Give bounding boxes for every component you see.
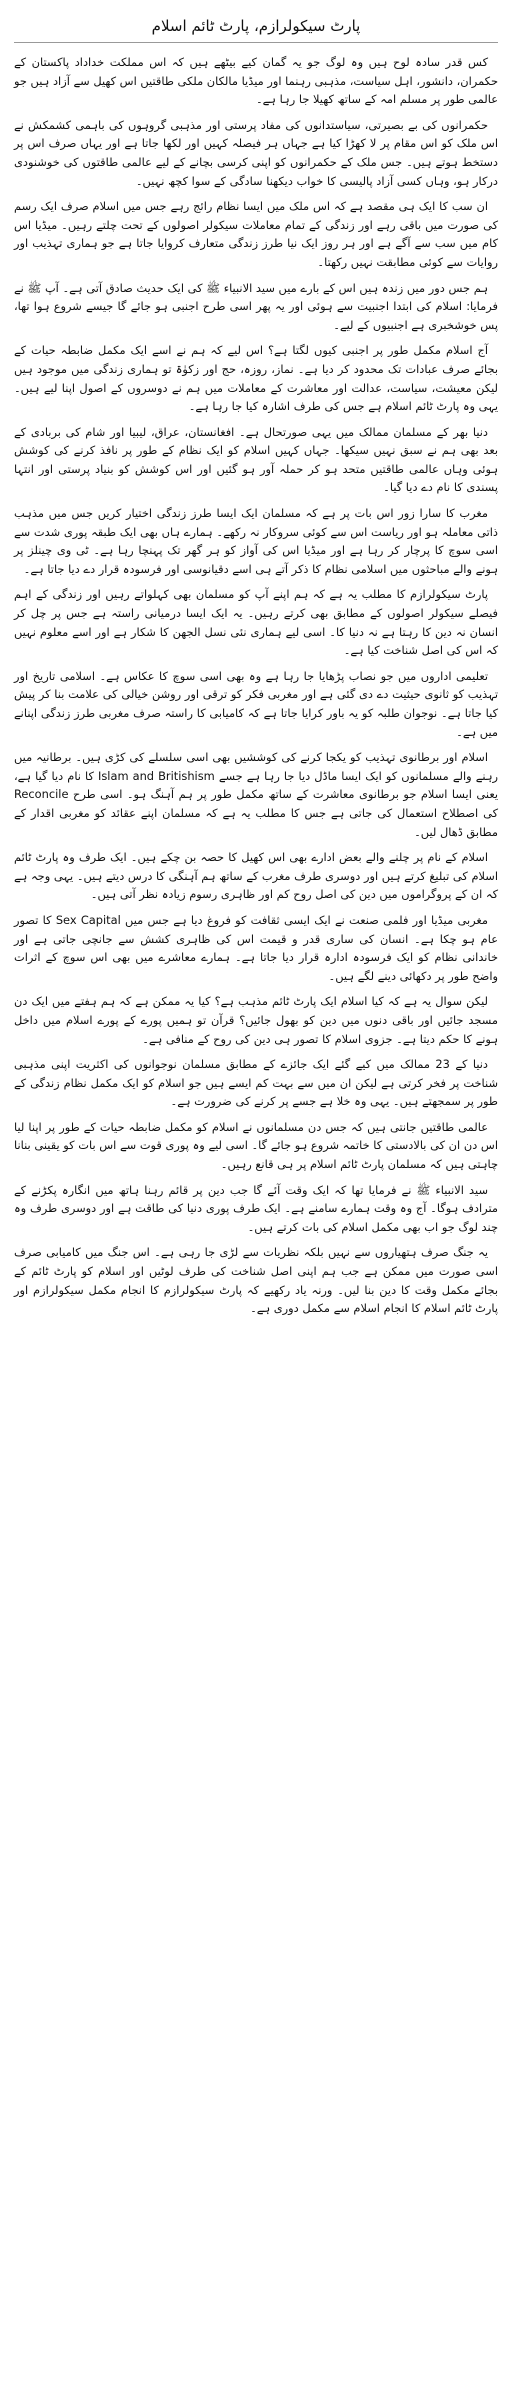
article-title: پارٹ سیکولرازم، پارٹ ٹائم اسلام	[14, 16, 498, 43]
article-paragraph: مغرب کا سارا زور اس بات پر ہے کہ مسلمان ایک ایسا طرز زندگی اختیار کریں جس میں مذہب ذاتی معاملہ ہو اور ریاست اس سے کوئی سروکار نہ رکھے۔ ہمارے ہاں بھی ایک طبقہ پوری شدت سے اسی سوچ کا پرچار کر رہا ہے اور میڈیا اس کی آواز کو ہر گھر تک پہنچا رہا ہے۔ ٹی وی چینلز پر ہونے والے مباحثوں میں اسلامی نظام کا ذکر آتے ہی اسے دقیانوسی اور فرسودہ قرار دے دیا جاتا ہے۔	[14, 506, 498, 576]
article-paragraph: ان سب کا ایک ہی مقصد ہے کہ اس ملک میں ایسا نظام رائج رہے جس میں اسلام صرف ایک رسم کی صورت میں باقی رہے اور زندگی کے تمام معاملات سیکولر اصولوں کے تحت چلتے رہیں۔ میڈیا اس کام میں سب سے آگے ہے اور ہر روز ایک نیا طرز زندگی متعارف کروایا جاتا ہے جو ہماری تہذیب اور روایات سے کوئی مطابقت نہیں رکھتا۔	[14, 199, 498, 269]
article-paragraph: آج اسلام مکمل طور پر اجنبی کیوں لگتا ہے؟ اس لیے کہ ہم نے اسے ایک مکمل ضابطہ حیات کے بجائے صرف عبادات تک محدود کر دیا ہے۔ نماز، روزہ، حج اور زکوٰۃ تو ہماری زندگی میں موجود ہیں لیکن معیشت، سیاست، عدالت اور معاشرت کے معاملات میں ہم نے دوسروں کے اصول اپنا لیے ہیں۔ یہی وہ پارٹ ٹائم اسلام ہے جس کی طرف اشارہ کیا جا رہا ہے۔	[14, 343, 498, 414]
article-paragraph: سید الانبیاء ﷺ نے فرمایا تھا کہ ایک وقت آئے گا جب دین پر قائم رہنا ہاتھ میں انگارہ پکڑنے کے مترادف ہوگا۔ آج وہ وقت ہمارے سامنے ہے۔ ایک طرف پوری دنیا کی طاقت ہے اور دوسری طرف وہ چند لوگ جو اب بھی مکمل اسلام کی بات کرتے ہیں۔	[14, 1182, 498, 1234]
article-paragraph: اسلام اور برطانوی تہذیب کو یکجا کرنے کی کوششیں بھی اسی سلسلے کی کڑی ہیں۔ برطانیہ میں رہنے والے مسلمانوں کو ایک ایسا ماڈل دیا جا رہا ہے جسے Islam and Britishism کا نام دیا گیا ہے، یعنی ایسا اسلام جو برطانوی معاشرت کے ساتھ مکمل طور پر ہم آہنگ ہو۔ اسی طرح Reconcile کی اصطلاح استعمال کی جاتی ہے جس کا مطلب یہ ہے کہ مسلمان اپنے عقائد کو مغربی اقدار کے مطابق ڈھال لیں۔	[14, 750, 498, 839]
article-paragraph: پارٹ سیکولرازم کا مطلب یہ ہے کہ ہم اپنے آپ کو مسلمان بھی کہلواتے رہیں اور زندگی کے اہم فیصلے سیکولر اصولوں کے مطابق بھی کرتے رہیں۔ یہ ایک ایسا درمیانی راستہ ہے جس پر چل کر انسان نہ دین کا رہتا ہے نہ دنیا کا۔ اسی لیے ہماری نئی نسل الجھن کا شکار ہے اور اسے معلوم نہیں کہ اس کی اصل شناخت کیا ہے۔	[14, 587, 498, 658]
article-paragraph: اسلام کے نام پر چلنے والے بعض ادارے بھی اس کھیل کا حصہ بن چکے ہیں۔ ایک طرف وہ پارٹ ٹائم اسلام کی تبلیغ کرتے ہیں اور دوسری طرف مغرب کے ساتھ ہم آہنگی کا درس دیتے ہیں۔ یہی وجہ ہے کہ ان کے پروگراموں میں دین کی اصل روح کم اور ظاہری رسوم زیادہ نظر آتی ہیں۔	[14, 850, 498, 902]
article-paragraph: عالمی طاقتیں جانتی ہیں کہ جس دن مسلمانوں نے اسلام کو مکمل ضابطہ حیات کے طور پر اپنا لیا اس دن ان کی بالادستی کا خاتمہ شروع ہو جائے گا۔ اسی لیے وہ پوری قوت سے اس بات کو یقینی بنانا چاہتی ہیں کہ مسلمان پارٹ ٹائم اسلام پر ہی قانع رہیں۔	[14, 1119, 498, 1172]
article-body	[14, 53, 498, 1318]
article-paragraph: دنیا بھر کے مسلمان ممالک میں یہی صورتحال ہے۔ افغانستان، عراق، لیبیا اور شام کی بربادی کے بعد بھی ہم نے سبق نہیں سیکھا۔ جہاں کہیں اسلام کو ایک نظام کے طور پر نافذ کرنے کی کوشش ہوئی وہاں عالمی طاقتیں متحد ہو کر حملہ آور ہو گئیں اور اس کوشش کو بنیاد پرستی اور انتہا پسندی کا نام دے دیا گیا۔	[14, 424, 498, 495]
article-paragraph: تعلیمی اداروں میں جو نصاب پڑھایا جا رہا ہے وہ بھی اسی سوچ کا عکاس ہے۔ اسلامی تاریخ اور تہذیب کو ثانوی حیثیت دے دی گئی ہے اور مغربی فکر کو ترقی اور روشن خیالی کی علامت بنا کر پیش کیا جاتا ہے۔ نوجوان طلبہ کو یہ باور کرایا جاتا ہے کہ کامیابی کا راستہ صرف مغربی طرز زندگی اپنانے میں ہے۔	[14, 668, 498, 739]
article-paragraph: کس قدر سادہ لوح ہیں وہ لوگ جو یہ گمان کیے بیٹھے ہیں کہ اس مملکت خداداد پاکستان کے حکمران، دانشور، اہل سیاست، مذہبی رہنما اور میڈیا مالکان ملکی طاقتیں اس کھیل سے آزاد ہیں جو عالمی طور پر مسلم امہ کے ساتھ کھیلا جا رہا ہے۔	[14, 55, 498, 107]
article-paragraph: دنیا کے 23 ممالک میں کیے گئے ایک جائزے کے مطابق مسلمان نوجوانوں کی اکثریت اپنی مذہبی شناخت پر فخر کرتی ہے لیکن ان میں سے بہت کم ایسے ہیں جو اسلام کو ایک مکمل نظام زندگی کے طور پر سمجھتے ہیں۔ یہی وہ خلا ہے جسے پر کرنے کی ضرورت ہے۔	[14, 1057, 498, 1109]
article-paragraph: مغربی میڈیا اور فلمی صنعت نے ایک ایسی ثقافت کو فروغ دیا ہے جس میں Sex Capital کا تصور عام ہو چکا ہے۔ انسان کی ساری قدر و قیمت اس کی ظاہری کشش سے جانچی جاتی ہے اور خاندانی نظام کو ایک فرسودہ ادارہ قرار دیا جاتا ہے۔ ہمارے معاشرے میں بھی اس سوچ کے اثرات واضح طور پر دکھائی دینے لگے ہیں۔	[14, 912, 498, 983]
article-paragraph: حکمرانوں کی بے بصیرتی، سیاستدانوں کی مفاد پرستی اور مذہبی گروہوں کی باہمی کشمکش نے اس ملک کو اس مقام پر لا کھڑا کیا ہے جہاں ہر فیصلہ کہیں اور لکھا جاتا ہے اور یہاں صرف اس پر دستخط ہوتے ہیں۔ جس ملک کے حکمرانوں کو اپنی کرسی بچانے کے لیے عالمی طاقتوں کی خوشنودی درکار ہو، وہاں کسی آزاد پالیسی کا خواب دیکھنا سادگی کے سوا کچھ نہیں۔	[14, 117, 498, 188]
article-paragraph: لیکن سوال یہ ہے کہ کیا اسلام ایک پارٹ ٹائم مذہب ہے؟ کیا یہ ممکن ہے کہ ہم ہفتے میں ایک دن مسجد جائیں اور باقی دنوں میں دین کو بھول جائیں؟ قرآن تو ہمیں پورے کے پورے اسلام میں داخل ہونے کا حکم دیتا ہے۔ جزوی اسلام کا تصور ہی دین کی روح کے منافی ہے۔	[14, 994, 498, 1046]
article-paragraph: ہم جس دور میں زندہ ہیں اس کے بارے میں سید الانبیاء ﷺ کی ایک حدیث صادق آتی ہے۔ آپ ﷺ نے فرمایا: اسلام کی ابتدا اجنبیت سے ہوئی اور یہ پھر اسی طرح اجنبی ہو جائے گا جیسے شروع ہوا تھا، پس خوشخبری ہے اجنبیوں کے لیے۔	[14, 280, 498, 332]
article-paragraph: یہ جنگ صرف ہتھیاروں سے نہیں بلکہ نظریات سے لڑی جا رہی ہے۔ اس جنگ میں کامیابی صرف اسی صورت میں ممکن ہے جب ہم اپنی اصل شناخت کی طرف لوٹیں اور اسلام کو پارٹ ٹائم کے بجائے مکمل وقت کا دین بنا لیں۔ ورنہ یاد رکھیے کہ پارٹ سیکولرازم کا انجام مکمل سیکولرازم اور پارٹ ٹائم اسلام کا انجام اسلام سے مکمل دوری ہے۔	[14, 1245, 498, 1316]
